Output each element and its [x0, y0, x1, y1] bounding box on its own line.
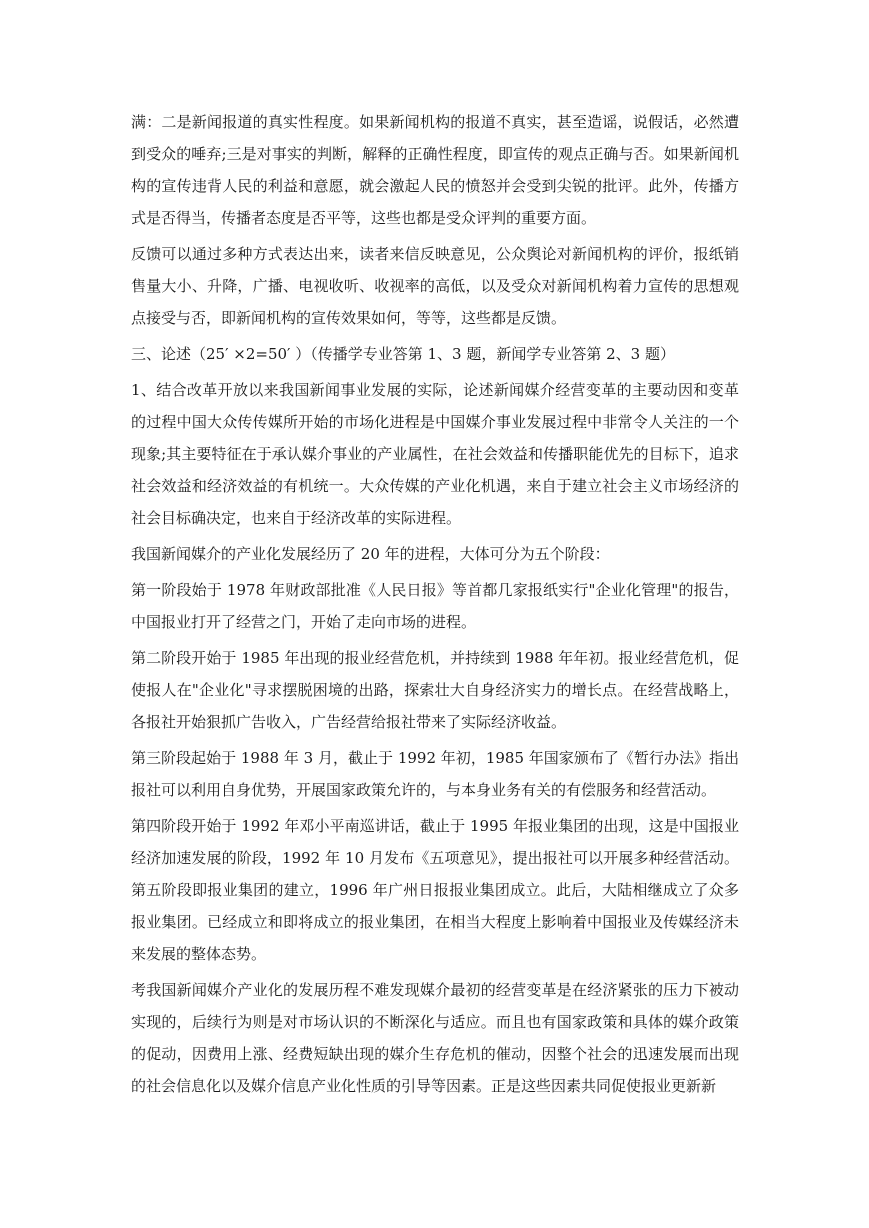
- paragraph-stage-3: 第三阶段起始于 1988 年 3 月，截止于 1992 年初，1985 年国家颁布了《暂行办法》指出报社可以利用自身优势，开展国家政策允许的，与本身业务有关的有偿服务和经营活动。: [131, 749, 739, 799]
- paragraph-evaluation-continued: 满：二是新闻报道的真实性程度。如果新闻机构的报道不真实，甚至造谣，说假话，必然遭到受众的唾弃;三是对事实的判断，解释的正确性程度，即宣传的观点正确与否。如果新闻机构的宣传违背人民的利益和意愿，就会激起人民的愤怒并会受到尖锐的批评。此外，传播方式是否得当，传播者态度是否平等，这些也都是受众评判的重要方面。: [131, 113, 739, 227]
- document-page: [131, 106, 739, 1106]
- paragraph-conclusion: 考我国新闻媒介产业化的发展历程不难发现媒介最初的经营变革是在经济紧张的压力下被动实现的，后续行为则是对市场认识的不断深化与适应。而且也有国家政策和具体的媒介政策的促动，因费用上涨、经费短缺出现的媒介生存危机的催动，因整个社会的迅速发展而出现的社会信息化以及媒介信息产业化性质的引导等因素。正是这些因素共同促使报业更新新: [131, 981, 739, 1095]
- paragraph-five-stages-intro: 我国新闻媒介的产业化发展经历了 20 年的进程，大体可分为五个阶段：: [131, 545, 610, 563]
- section-heading-essay: 三、论述（25′ ×2=50′ ）（传播学专业答第 1、3 题，新闻学专业答第 2、3 题）: [131, 345, 675, 363]
- paragraph-stage-1: 第一阶段始于 1978 年财政部批准《人民日报》等首都几家报纸实行"企业化管理"的报告，中国报业打开了经营之门，开始了走向市场的进程。: [131, 581, 739, 631]
- paragraph-stage-4-5: 第四阶段开始于 1992 年邓小平南巡讲话，截止于 1995 年报业集团的出现，这是中国报业经济加速发展的阶段，1992 年 10 月发布《五项意见》，提出报社可以开展多种经营活动。第五阶段即报业集团的建立，1996 年广州日报报业集团成立。此后，大陆相继成立了众多报业集团。已经成立和即将成立的报业集团，在相当大程度上影响着中国报业及传媒经济未来发展的整体态势。: [131, 817, 739, 963]
- paragraph-feedback: 反馈可以通过多种方式表达出来，读者来信反映意见，公众舆论对新闻机构的评价，报纸销售量大小、升降，广播、电视收听、收视率的高低，以及受众对新闻机构着力宣传的思想观点接受与否，即新闻机构的宣传效果如何，等等，这些都是反馈。: [131, 245, 739, 327]
- paragraph-stage-2: 第二阶段开始于 1985 年出现的报业经营危机，并持续到 1988 年年初。报业经营危机，促使报人在"企业化"寻求摆脱困境的出路，探索壮大自身经济实力的增长点。在经营战略上，各报社开始狠抓广告收入，广告经营给报社带来了实际经济收益。: [131, 649, 739, 731]
- paragraph-question-1: 1、结合改革开放以来我国新闻事业发展的实际，论述新闻媒介经营变革的主要动因和变革的过程中国大众传传媒所开始的市场化进程是中国媒介事业发展过程中非常令人关注的一个现象;其主要特征在于承认媒介事业的产业属性，在社会效益和传播职能优先的目标下，追求社会效益和经济效益的有机统一。大众传媒的产业化机遇，来自于建立社会主义市场经济的社会目标确决定，也来自于经济改革的实际进程。: [131, 381, 739, 527]
